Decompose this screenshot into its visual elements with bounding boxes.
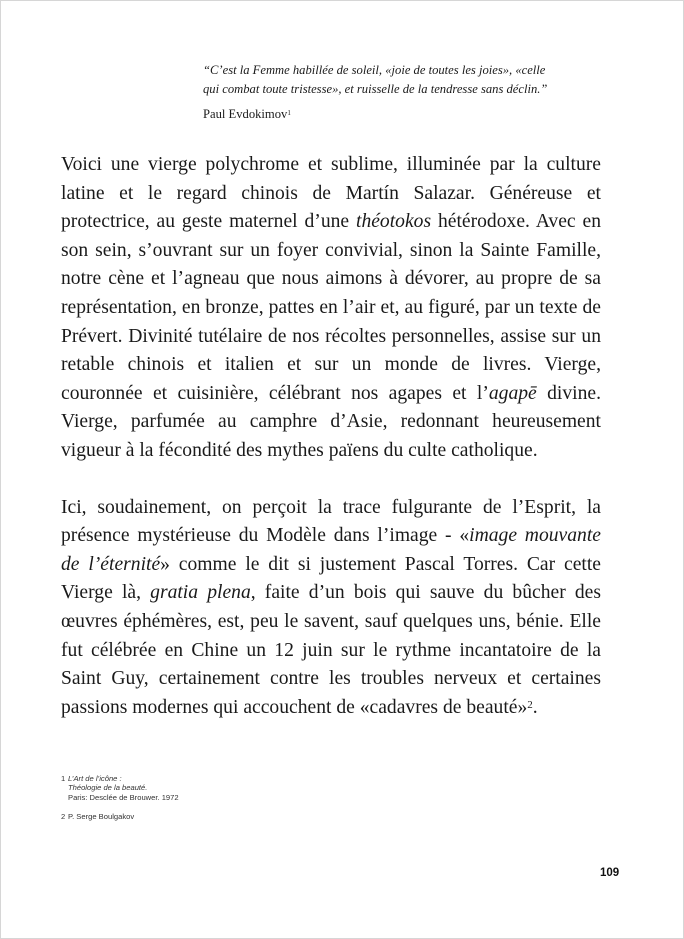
paragraph-2-part-3: , faite d’un bois qui sauve du bûcher des œuvres éphémères, est, peu le savent, sauf quelques uns, bénie. Elle fut célébrée en Chine un 12 juin sur le rythme incantatoire de la Saint Guy, certainement contre les troubles nerveux et certaines passions modernes qui accouchent de «cadavres de beauté» xyxy=(61,582,601,718)
paragraph-2 xyxy=(61,494,601,723)
paragraph-2-part-4: . xyxy=(532,696,538,718)
footnote-1-body xyxy=(68,774,179,802)
footnote-1-subtitle: Théologie de la beauté. xyxy=(68,783,148,793)
epigraph-quote-line-1: “C’est la Femme habillée de soleil, «joie de toutes les joies», «celle xyxy=(203,63,546,77)
footnote-2-number: 2 xyxy=(61,812,66,822)
paragraph-2-part-1: Ici, soudainement, on perçoit la trace fulgurante de l’Esprit, la présence mystérieuse du Modèle dans l’image - « xyxy=(61,496,601,547)
footnote-1 xyxy=(61,774,361,802)
epigraph-quote-line-2: qui combat toute tristesse», et ruisselle de la tendresse sans déclin.” xyxy=(203,82,548,96)
body-text xyxy=(61,151,601,722)
term-theotokos: théotokos xyxy=(356,211,432,233)
epigraph-author-name: Paul Evdokimov xyxy=(203,107,288,121)
page-number: 109 xyxy=(600,867,620,879)
footnote-1-title: L’Art de l’icône : xyxy=(68,774,122,783)
paragraph-1-part-3: divine. Vierge, parfumée au camphre d’Asie, redonnant heureusement vigueur à la fécondité des mythes païens du culte catholique. xyxy=(61,382,601,461)
epigraph-quote xyxy=(203,61,603,99)
term-gratia-plena: gratia plena xyxy=(150,582,251,604)
footnote-ref-2: 2 xyxy=(527,698,533,711)
footnotes xyxy=(61,774,361,822)
footnote-ref-1: 1 xyxy=(287,109,291,117)
paragraph-1 xyxy=(61,151,601,466)
paragraph-2-part-2: » comme le dit si justement Pascal Torres. Car cette Vierge là, xyxy=(61,553,601,604)
epigraph-author xyxy=(203,105,603,124)
paragraph-1-part-1: Voici une vierge polychrome et sublime, illuminée par la culture latine et le regard chinois de Martín Salazar. Généreuse et protectrice, au geste maternel d’une xyxy=(61,154,601,233)
footnote-1-number: 1 xyxy=(61,774,66,783)
footnote-2 xyxy=(61,812,361,821)
footnote-1-publisher: Paris: Desclée de Brouwer. 1972 xyxy=(68,792,179,802)
term-agape: agapē xyxy=(488,382,537,404)
footnote-2-text: P. Serge Boulgakov xyxy=(68,812,135,822)
epigraph xyxy=(203,61,603,124)
quote-image-mouvante: image mouvante de l’éternité xyxy=(61,525,601,575)
paragraph-1-part-2: hétérodoxe. Avec en son sein, s’ouvrant sur un foyer convivial, sinon la Sainte Famille, notre cène et l’agneau que nous aimons à dévorer, au propre de sa représentation, en bronze, pattes en l’air et, au figuré, par un texte de Prévert. Divinité tutélaire de nos récoltes personnelles, assise sur un retable chinois et italien et sur un monde de livres. Vierge, couronnée et cuisinière, célébrant nos agapes et l’ xyxy=(61,211,601,404)
